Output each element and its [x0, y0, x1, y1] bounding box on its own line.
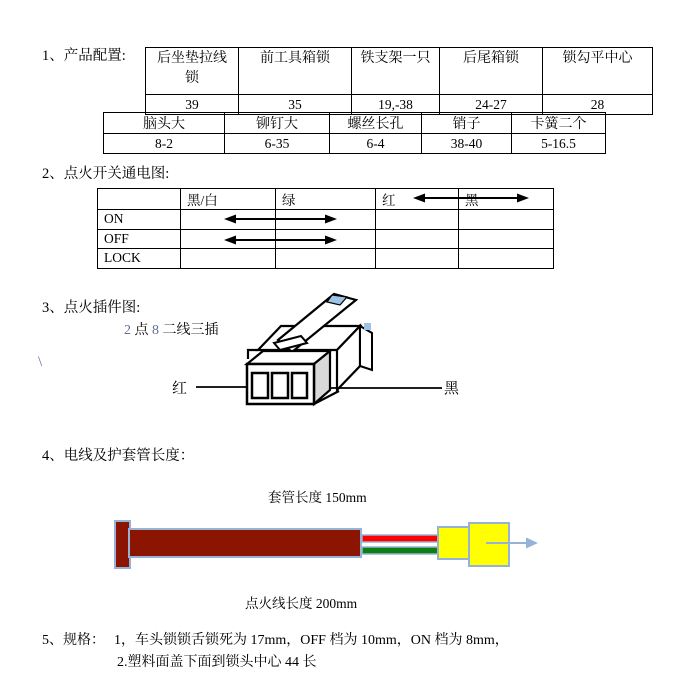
table-row: [98, 229, 554, 249]
ignition-header-cell: 红: [376, 189, 459, 210]
table-row: [146, 48, 653, 95]
table2-header-cell: 销子: [422, 113, 512, 134]
table2-value-cell: 5-16.5: [512, 134, 606, 154]
connector-label-red: 红: [172, 381, 188, 397]
table1-value-cell: 35: [239, 95, 352, 115]
table1-header-cell: 后尾箱锁: [440, 48, 543, 95]
spec-line-2: 2.塑料面盖下面到锁头中心 44 长: [117, 655, 317, 670]
connector-note: 2 点 8 二线三插: [124, 323, 219, 338]
ignition-switch-table: [97, 188, 554, 269]
stray-backslash: \: [38, 354, 43, 370]
ignition-row-label: ON: [98, 210, 181, 230]
section2-title: 2、点火开关通电图:: [42, 166, 170, 182]
table1-header-cell: 后坐垫拉线锁: [146, 48, 239, 95]
green-wire: [362, 547, 438, 554]
connector-block-small: [438, 527, 469, 559]
section5-title: 5、规格：: [42, 633, 105, 648]
section1-title: 1、产品配置:: [42, 48, 126, 64]
ignition-row-label: OFF: [98, 229, 181, 249]
ignition-wire-length-label: 点火线长度 200mm: [245, 596, 358, 611]
connector-block-large: [469, 523, 509, 566]
table-row: [98, 249, 554, 269]
spec-line-1: 1，车头锁锁舌锁死为 17mm，OFF 档为 10mm，ON 档为 8mm，: [114, 633, 509, 648]
red-wire: [362, 535, 438, 542]
table2-header-cell: 铆钉大: [225, 113, 330, 134]
table2-header-cell: 螺丝长孔: [330, 113, 422, 134]
sleeve-end-cap: [115, 521, 130, 568]
table2-header-cell: 脑头大: [104, 113, 225, 134]
table1-header-cell: 锁勾平中心: [543, 48, 653, 95]
ignition-row-label: LOCK: [98, 249, 181, 269]
table2-value-cell: 38-40: [422, 134, 512, 154]
wire-diagram: [100, 515, 545, 575]
sleeve-length-label: 套管长度 150mm: [268, 490, 367, 505]
pin-hole: [252, 373, 268, 398]
table2-value-cell: 6-35: [225, 134, 330, 154]
connector-diagram: [160, 288, 470, 418]
table2-value-cell: 8-2: [104, 134, 225, 154]
table1-header-cell: 铁支架一只: [352, 48, 440, 95]
product-config-table: [145, 47, 653, 115]
pin-hole: [292, 373, 307, 398]
table1-value-cell: 24-27: [440, 95, 543, 115]
sleeve-tube: [129, 529, 361, 557]
table-row: [104, 113, 606, 134]
ignition-header-cell: [98, 189, 181, 210]
table1-value-cell: 19,-38: [352, 95, 440, 115]
product-config-subtable: [103, 112, 606, 154]
section3-title: 3、点火插件图:: [42, 300, 141, 316]
direction-arrow-head: [526, 538, 538, 549]
ignition-header-cell: 黑/白: [181, 189, 276, 210]
connector-label-black: 黑: [444, 381, 460, 397]
ignition-header-cell: 绿: [276, 189, 376, 210]
table1-value-cell: 28: [543, 95, 653, 115]
section4-title: 4、电线及护套管长度：: [42, 448, 195, 464]
table2-value-cell: 6-4: [330, 134, 422, 154]
table-row: [98, 210, 554, 230]
table-row: [104, 134, 606, 154]
table1-value-cell: 39: [146, 95, 239, 115]
table1-header-cell: 前工具箱锁: [239, 48, 352, 95]
table2-header-cell: 卡簧二个: [512, 113, 606, 134]
ignition-header-cell: 黑: [459, 189, 554, 210]
table-row: [98, 189, 554, 210]
pin-hole: [272, 373, 288, 398]
